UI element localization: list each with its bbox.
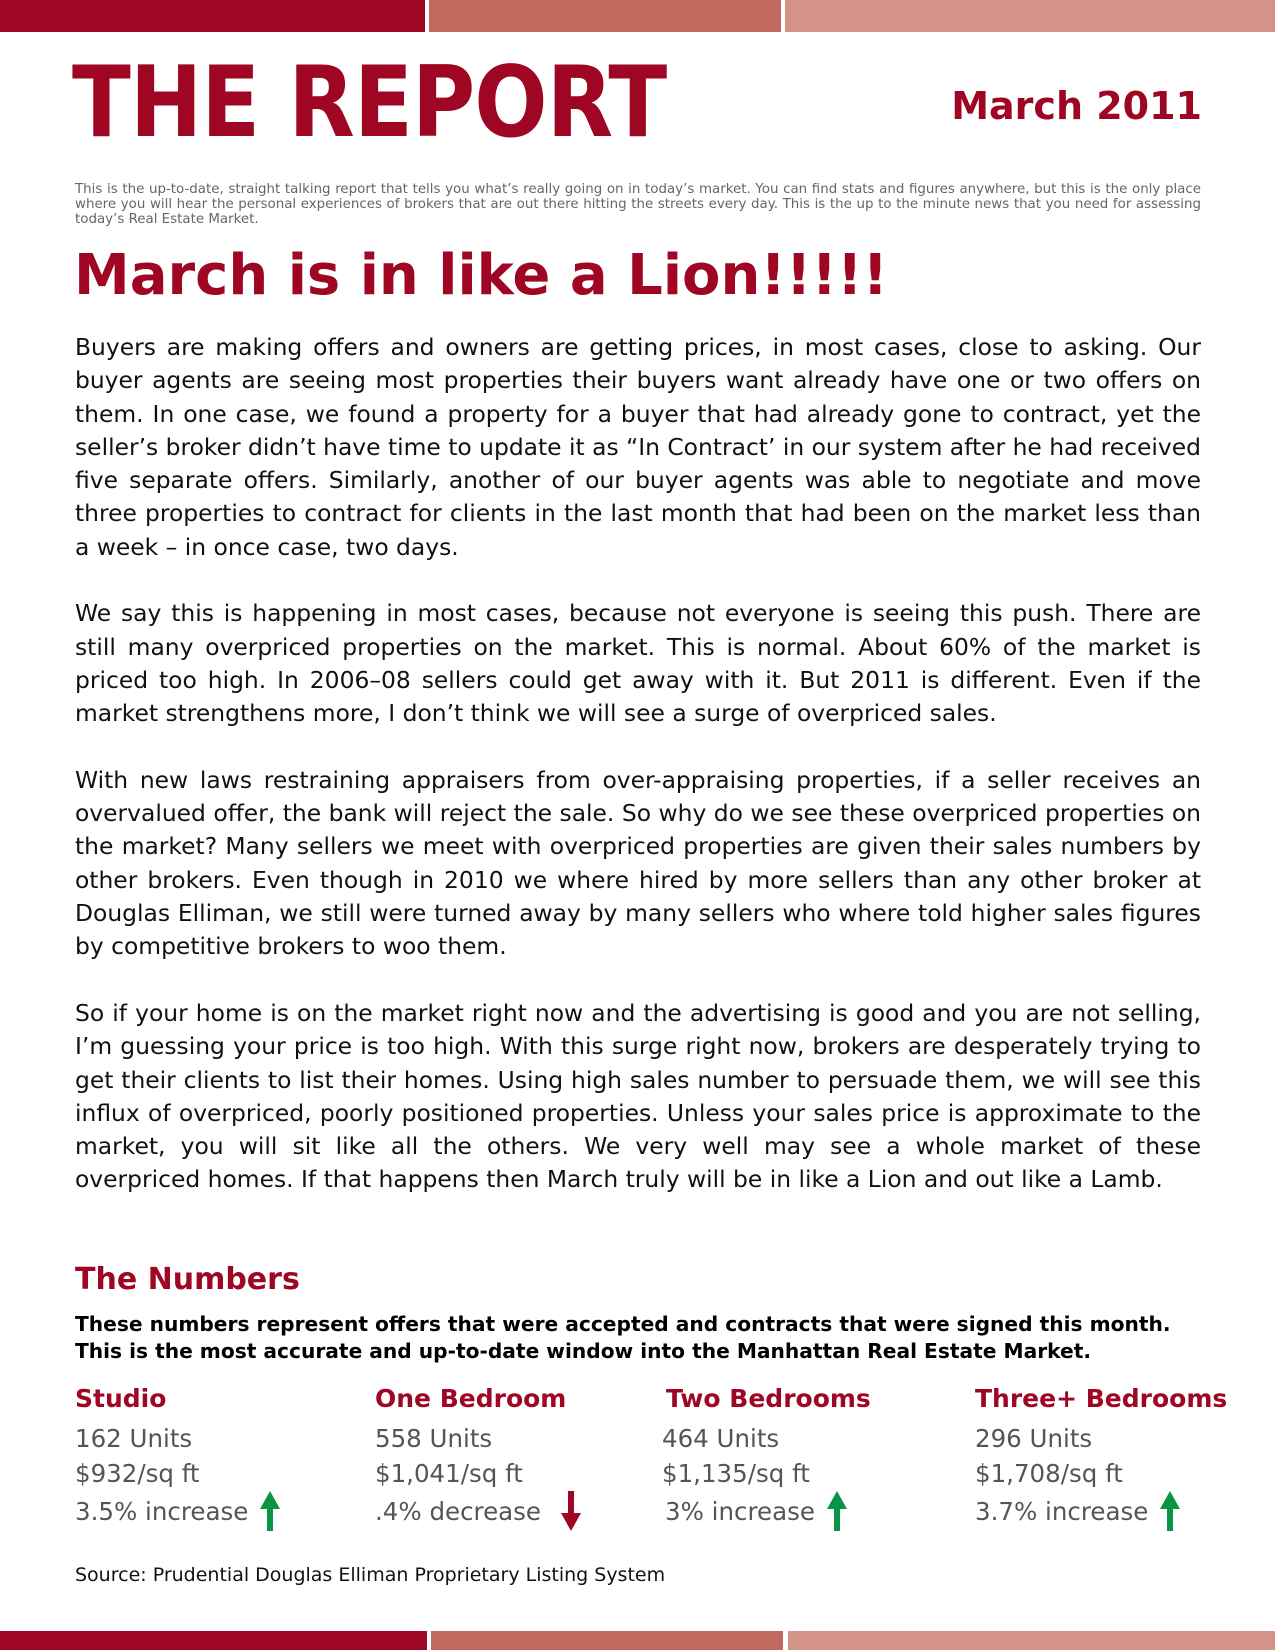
article-paragraph: So if your home is on the market right now and the advertising is good and you are not selling, I’m guessing your price is too high. With this surge right now, brokers are desperately trying to get their clients to list their homes. Using high sales number to persuade them, we will see this influx of overpriced, poorly positioned properties. Unless your sales price is approximate to the market, you will sit like all the others. We very well may see a whole market of these overpriced homes. If that happens then March truly will be in like a Lion and out like a Lamb. <box>75 998 1201 1194</box>
bottom-bar-segment-light <box>788 1631 1275 1650</box>
top-bar-segment-mid <box>429 0 781 32</box>
stat-two-bedrooms <box>662 1385 871 1531</box>
numbers-section-title: The Numbers <box>75 1262 300 1297</box>
article-body <box>75 331 1201 1230</box>
bottom-bar-segment-mid <box>431 1631 783 1650</box>
top-bar-segment-dark <box>0 0 425 32</box>
stat-change: .4% decrease <box>375 1496 541 1526</box>
stat-units: 296 Units <box>975 1424 1093 1453</box>
top-bar-segment-light <box>785 0 1275 32</box>
arrow-up-icon <box>825 1491 849 1531</box>
arrow-up-icon <box>1158 1491 1182 1531</box>
stat-change-row <box>665 1491 871 1531</box>
stat-category: Studio <box>75 1384 167 1413</box>
arrow-up-icon <box>258 1491 282 1531</box>
stat-three-plus-bedrooms <box>975 1385 1227 1531</box>
stat-units: 464 Units <box>662 1424 780 1453</box>
stat-change-row <box>75 1491 282 1531</box>
stat-change: 3.5% increase <box>75 1496 249 1526</box>
stat-change: 3% increase <box>665 1496 815 1526</box>
source-note: Source: Prudential Douglas Elliman Proprietary Listing System <box>75 1564 666 1586</box>
stat-one-bedroom <box>375 1385 583 1531</box>
report-title: THE REPORT <box>72 46 667 160</box>
intro-text: This is the up-to-date, straight talking report that tells you what’s really going on in today’s market. You can find stats and figures anywhere, but this is the only place where you will hear the personal experiences of brokers that are out there hitting the streets every day. This is the up to the minute news that you need for assessing today’s Real Estate Market. <box>75 182 1201 227</box>
stat-units: 162 Units <box>75 1424 193 1453</box>
stat-price: $1,135/sq ft <box>662 1459 810 1488</box>
stat-change-row <box>975 1491 1227 1531</box>
article-paragraph: With new laws restraining appraisers from over-appraising properties, if a seller receives an overvalued offer, the bank will reject the sale. So why do we see these overpriced properties on the market? Many sellers we meet with overpriced properties are given their sales numbers by other brokers. Even though in 2010 we where hired by more sellers than any other broker at Douglas Elliman, we still were turned away by many sellers who where told higher sales figures by competitive brokers to woo them. <box>75 765 1201 961</box>
stat-price: $1,041/sq ft <box>375 1459 523 1488</box>
stat-change: 3.7% increase <box>975 1496 1149 1526</box>
stat-price: $1,708/sq ft <box>975 1459 1123 1488</box>
stat-change-row <box>375 1491 583 1531</box>
numbers-description: These numbers represent offers that were accepted and contracts that were signed this month. This is the most accurate and up-to-date window into the Manhattan Real Estate Market. <box>75 1312 1171 1363</box>
stat-category: Two Bedrooms <box>666 1384 871 1413</box>
issue-date: March 2011 <box>951 84 1202 128</box>
stat-category: Three+ Bedrooms <box>975 1384 1228 1413</box>
stat-units: 558 Units <box>375 1424 493 1453</box>
stat-price: $932/sq ft <box>75 1459 200 1488</box>
article-headline: March is in like a Lion!!!!! <box>74 243 889 308</box>
arrow-down-icon <box>559 1491 583 1531</box>
stat-category: One Bedroom <box>375 1384 567 1413</box>
article-paragraph: Buyers are making offers and owners are getting prices, in most cases, close to asking. Our buyer agents are seeing most properties their buyers want already have one or two offers on them. In one case, we found a property for a buyer that had already gone to contract, yet the seller’s broker didn’t have time to update it as “In Contract’ in our system after he had received five separate offers. Similarly, another of our buyer agents was able to negotiate and move three properties to contract for clients in the last month that had been on the market less than a week – in once case, two days. <box>75 333 1201 561</box>
bottom-bar-segment-dark <box>0 1631 427 1650</box>
stat-studio <box>75 1385 282 1531</box>
article-paragraph: We say this is happening in most cases, because not everyone is seeing this push. There are still many overpriced properties on the market. This is normal. About 60% of the market is priced too high. In 2006–08 sellers could get away with it. But 2011 is different. Even if the market strengthens more, I don’t think we will see a surge of overpriced sales. <box>75 599 1201 728</box>
